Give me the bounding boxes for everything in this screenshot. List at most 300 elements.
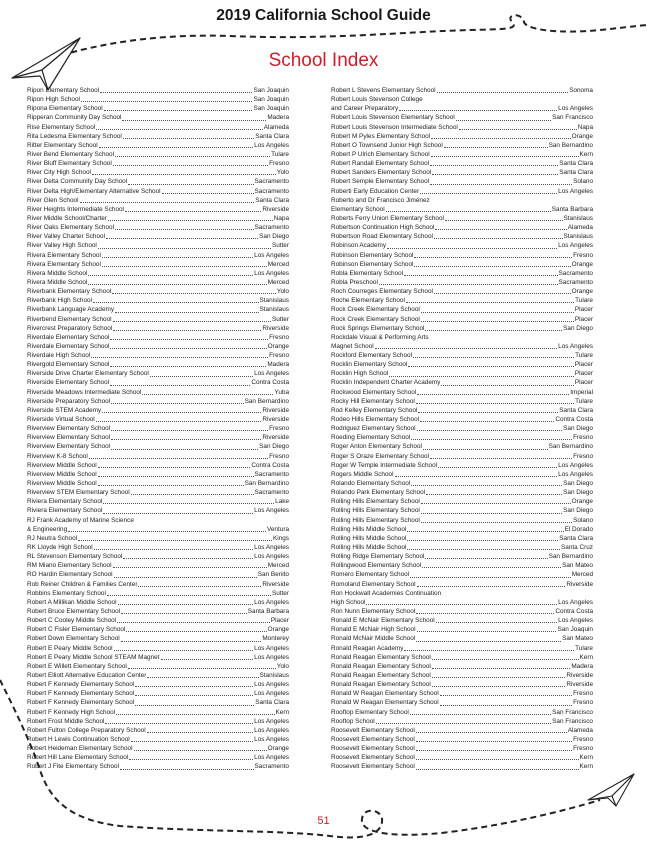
dot-leader bbox=[81, 101, 253, 102]
county-name: Los Angeles bbox=[254, 681, 289, 689]
index-entry bbox=[331, 680, 593, 689]
county-name: Los Angeles bbox=[254, 726, 289, 734]
county-name: Sonoma bbox=[569, 86, 593, 94]
dot-leader bbox=[78, 540, 272, 541]
county-name: Fresno bbox=[269, 160, 289, 168]
index-entry bbox=[27, 150, 289, 159]
school-name: RJ Frank Academy of Marine Science bbox=[27, 516, 134, 524]
index-entry bbox=[27, 324, 289, 333]
school-name: Ronald W Reagan Elementary School bbox=[331, 699, 439, 707]
dot-leader bbox=[430, 458, 572, 459]
index-entry bbox=[27, 168, 289, 177]
county-name: Fresno bbox=[573, 434, 593, 442]
school-name: Riverdale High School bbox=[27, 352, 91, 360]
school-name: Ronald McNair Middle School bbox=[331, 635, 416, 643]
county-name: Imperial bbox=[570, 388, 593, 396]
dot-leader bbox=[407, 540, 558, 541]
index-entry bbox=[331, 342, 593, 351]
dot-leader bbox=[103, 513, 253, 514]
dot-leader bbox=[434, 293, 571, 294]
dot-leader bbox=[426, 494, 562, 495]
county-name: San Diego bbox=[563, 489, 593, 497]
index-entry bbox=[331, 762, 593, 771]
paper-plane-icon-bottom bbox=[588, 774, 634, 806]
school-name: Romero Elementary School bbox=[331, 571, 410, 579]
school-name: Roeding Elementary School bbox=[331, 434, 411, 442]
school-name: Riverview Elementary School bbox=[27, 425, 111, 433]
index-entry bbox=[27, 552, 289, 561]
county-name: Los Angeles bbox=[254, 598, 289, 606]
school-name: Robert A Millikan Middle School bbox=[27, 598, 117, 606]
dot-leader bbox=[162, 193, 254, 194]
index-entry bbox=[331, 305, 593, 314]
index-entry bbox=[27, 223, 289, 232]
dot-leader bbox=[142, 394, 273, 395]
dot-leader bbox=[407, 549, 560, 550]
county-name: San Mateo bbox=[562, 635, 593, 643]
school-name: River Glen School bbox=[27, 196, 79, 204]
index-entry bbox=[27, 260, 289, 269]
dot-leader bbox=[96, 129, 263, 130]
dot-leader bbox=[131, 494, 254, 495]
dot-leader bbox=[88, 275, 253, 276]
dot-leader bbox=[89, 458, 268, 459]
index-entry bbox=[331, 671, 593, 680]
dot-leader bbox=[102, 266, 267, 267]
index-entry bbox=[331, 232, 593, 241]
county-name: Solano bbox=[573, 178, 593, 186]
dot-leader bbox=[431, 156, 579, 157]
index-entry bbox=[27, 662, 289, 671]
index-entry bbox=[27, 461, 289, 470]
dot-leader bbox=[114, 650, 254, 651]
dot-leader bbox=[93, 302, 258, 303]
county-name: Sacramento bbox=[558, 269, 593, 277]
dot-leader bbox=[103, 503, 274, 504]
dot-leader bbox=[425, 330, 562, 331]
county-name: Los Angeles bbox=[558, 470, 593, 478]
dot-leader bbox=[379, 284, 558, 285]
dot-leader bbox=[118, 604, 254, 605]
county-name: Merced bbox=[571, 571, 593, 579]
county-name: Los Angeles bbox=[558, 598, 593, 606]
index-entry bbox=[331, 488, 593, 497]
school-name: Riverview Middle School bbox=[27, 480, 97, 488]
dot-leader bbox=[414, 266, 570, 267]
dot-leader bbox=[375, 348, 558, 349]
county-name: Riverside bbox=[262, 416, 289, 424]
dot-leader bbox=[456, 120, 552, 121]
county-name: Fresno bbox=[573, 699, 593, 707]
dot-leader bbox=[121, 613, 247, 614]
school-name: Rivera Elementary School bbox=[27, 260, 101, 268]
school-name: Rolando Elementary School bbox=[331, 480, 411, 488]
index-entry bbox=[331, 241, 593, 250]
county-name: Riverside bbox=[566, 580, 593, 588]
county-name: Fresno bbox=[573, 735, 593, 743]
school-name: Robert O Townsend Junior High School bbox=[331, 141, 443, 149]
school-name: Robert F Kennedy Elementary School bbox=[27, 699, 135, 707]
county-name: Los Angeles bbox=[558, 342, 593, 350]
dot-leader bbox=[115, 156, 270, 157]
index-entry bbox=[331, 479, 593, 488]
index-entry bbox=[27, 351, 289, 360]
school-name: Roger S Oraze Elementary School bbox=[331, 452, 430, 460]
county-name: Riverside bbox=[262, 580, 289, 588]
school-name: River Bend Elementary School bbox=[27, 150, 115, 158]
county-name: San Mateo bbox=[562, 562, 593, 570]
index-entry bbox=[27, 123, 289, 132]
school-name: Ronald Reagan Elementary School bbox=[331, 671, 431, 679]
index-entry bbox=[331, 360, 593, 369]
dot-leader bbox=[68, 531, 266, 532]
school-name: Roosevelt Elementary School bbox=[331, 763, 415, 771]
school-name: Rockwood Elementary School bbox=[331, 388, 417, 396]
school-name: Rivergold Elementary School bbox=[27, 361, 110, 369]
index-entry bbox=[27, 369, 289, 378]
index-entry bbox=[331, 589, 593, 598]
county-name: Santa Clara bbox=[255, 196, 289, 204]
school-name: Ripperan Community Day School bbox=[27, 114, 122, 122]
index-entry bbox=[27, 479, 289, 488]
county-name: Santa Clara bbox=[559, 534, 593, 542]
county-name: Yolo bbox=[276, 662, 289, 670]
index-entry bbox=[27, 708, 289, 717]
dot-leader bbox=[432, 174, 558, 175]
school-name: Rivera Elementary School bbox=[27, 251, 101, 259]
index-entry bbox=[27, 379, 289, 388]
dot-leader bbox=[105, 723, 253, 724]
index-entry bbox=[27, 342, 289, 351]
index-entry bbox=[27, 680, 289, 689]
index-entry bbox=[27, 488, 289, 497]
dot-leader bbox=[408, 366, 574, 367]
school-name: Robert Fulton College Preparatory School bbox=[27, 726, 146, 734]
index-entry bbox=[27, 360, 289, 369]
dot-leader bbox=[110, 385, 250, 386]
county-name: Yolo bbox=[276, 288, 289, 296]
county-name: Riverside bbox=[566, 671, 593, 679]
dot-leader bbox=[417, 631, 557, 632]
dot-leader bbox=[161, 659, 254, 660]
school-name: Robinson Elementary School bbox=[331, 251, 414, 259]
county-name: San Joaquin bbox=[253, 96, 289, 104]
index-entry bbox=[27, 269, 289, 278]
school-name: Riverside Drive Charter Elementary School bbox=[27, 370, 149, 378]
index-entry bbox=[331, 525, 593, 534]
index-entry bbox=[27, 159, 289, 168]
index-entry bbox=[331, 150, 593, 159]
school-name: Rockford Elementary School bbox=[331, 352, 412, 360]
index-entry bbox=[27, 452, 289, 461]
county-name: Madera bbox=[267, 361, 289, 369]
dot-leader bbox=[438, 467, 557, 468]
school-name: Riverside Elementary School bbox=[27, 379, 110, 387]
county-name: San Francisco bbox=[552, 708, 593, 716]
county-name: Orange bbox=[571, 260, 593, 268]
county-name: Kern bbox=[579, 653, 593, 661]
county-name: San Benito bbox=[257, 571, 289, 579]
index-entry bbox=[27, 534, 289, 543]
index-entry bbox=[331, 223, 593, 232]
school-name: Robert M Pyles Elementary School bbox=[331, 132, 431, 140]
dot-leader bbox=[120, 769, 254, 770]
index-entry bbox=[27, 388, 289, 397]
school-name: Rita Ledesma Elementary School bbox=[27, 132, 122, 140]
dot-leader bbox=[108, 220, 273, 221]
dot-leader bbox=[88, 284, 266, 285]
county-name: Los Angeles bbox=[254, 735, 289, 743]
school-name: Roosevelt Elementary School bbox=[331, 754, 415, 762]
school-name: Riverview Middle School bbox=[27, 470, 97, 478]
index-entry bbox=[331, 205, 593, 214]
county-name: Ventura bbox=[266, 525, 289, 533]
school-name: River Heights Intermediate School bbox=[27, 205, 124, 213]
dot-leader bbox=[399, 110, 557, 111]
county-name: Orange bbox=[571, 498, 593, 506]
county-name: Fresno bbox=[269, 452, 289, 460]
school-name: River Valley Charter School bbox=[27, 233, 106, 241]
county-name: San Bernardino bbox=[244, 480, 289, 488]
dot-leader bbox=[417, 430, 563, 431]
county-name: Tulare bbox=[575, 397, 593, 405]
county-name: San Bernardino bbox=[548, 141, 593, 149]
county-name: Contra Costa bbox=[555, 608, 593, 615]
school-name: Robert H Lewis Continuation School bbox=[27, 735, 130, 743]
index-entry bbox=[331, 406, 593, 415]
school-name: Riverbank High School bbox=[27, 297, 93, 305]
dot-leader bbox=[434, 238, 563, 239]
county-name: Napa bbox=[273, 214, 289, 222]
dot-leader bbox=[430, 165, 558, 166]
index-entry bbox=[27, 689, 289, 698]
county-name: Los Angeles bbox=[254, 370, 289, 378]
page-number: 51 bbox=[317, 815, 330, 827]
school-name: Robert E Willett Elementary School bbox=[27, 662, 127, 670]
dot-leader bbox=[387, 248, 557, 249]
school-name: Ronald Reagan Elementary School bbox=[331, 662, 431, 670]
school-name: Riverview Elementary School bbox=[27, 443, 111, 451]
index-entry bbox=[331, 159, 593, 168]
dot-leader bbox=[110, 339, 268, 340]
county-name: Merced bbox=[267, 562, 289, 570]
county-name: Merced bbox=[267, 278, 289, 286]
school-name: Rockdale Visual & Performing Arts bbox=[331, 333, 429, 341]
county-name: San Diego bbox=[563, 507, 593, 515]
school-name: Rocklin Elementary School bbox=[331, 361, 408, 369]
school-name: Roosevelt Elementary School bbox=[331, 745, 415, 753]
dot-leader bbox=[411, 439, 572, 440]
school-name: Robert E Peary Middle School bbox=[27, 644, 113, 652]
index-entry bbox=[331, 570, 593, 579]
county-name: Sacramento bbox=[254, 763, 289, 771]
county-name: Alameda bbox=[567, 224, 593, 232]
school-name: Riverview Elementary School bbox=[27, 434, 111, 442]
dot-leader bbox=[115, 229, 254, 230]
index-entry bbox=[331, 168, 593, 177]
index-entry bbox=[27, 287, 289, 296]
dot-leader bbox=[421, 312, 574, 313]
school-name: Riverbank Elementary School bbox=[27, 288, 112, 296]
dot-leader bbox=[432, 668, 571, 669]
index-column-left bbox=[27, 86, 289, 772]
index-entry bbox=[331, 717, 593, 726]
school-name: Robinson Academy bbox=[331, 242, 387, 250]
county-name: San Francisco bbox=[552, 114, 593, 122]
county-name: Kern bbox=[579, 754, 593, 762]
index-entry bbox=[331, 95, 593, 104]
county-name: Tulare bbox=[575, 352, 593, 360]
school-name: Robla Elementary School bbox=[331, 269, 404, 277]
dot-leader bbox=[92, 174, 276, 175]
index-entry bbox=[27, 442, 289, 451]
county-name: Fresno bbox=[573, 251, 593, 259]
county-name: Los Angeles bbox=[254, 553, 289, 561]
dot-leader bbox=[404, 275, 557, 276]
county-name: Los Angeles bbox=[254, 251, 289, 259]
dot-leader bbox=[425, 558, 547, 559]
index-entry bbox=[331, 141, 593, 150]
dot-leader bbox=[121, 641, 262, 642]
dot-leader bbox=[115, 312, 258, 313]
school-name: Rolando Park Elementary School bbox=[331, 489, 426, 497]
county-name: Los Angeles bbox=[254, 717, 289, 725]
dot-leader bbox=[147, 677, 258, 678]
county-name: Sacramento bbox=[254, 470, 289, 478]
dot-leader bbox=[420, 193, 557, 194]
county-name: Santa Clara bbox=[255, 132, 289, 140]
dot-leader bbox=[410, 577, 571, 578]
index-entry bbox=[331, 269, 593, 278]
index-entry bbox=[331, 497, 593, 506]
county-name: Santa Clara bbox=[559, 160, 593, 168]
school-name: Riverside Preparatory School bbox=[27, 397, 111, 405]
index-entry bbox=[331, 333, 593, 342]
county-name: Sacramento bbox=[558, 278, 593, 286]
school-name: Rivercrest Preparatory School bbox=[27, 324, 113, 332]
county-name: Stanislaus bbox=[259, 306, 289, 314]
school-name: Robert F Kennedy Elementary School bbox=[27, 681, 135, 689]
dot-leader bbox=[111, 403, 243, 404]
dot-leader bbox=[96, 421, 262, 422]
school-name: Roger W Temple Intermediate School bbox=[331, 461, 438, 469]
dot-leader bbox=[122, 120, 266, 121]
index-entry bbox=[27, 424, 289, 433]
county-name: San Diego bbox=[563, 425, 593, 433]
county-name: Fresno bbox=[269, 352, 289, 360]
index-entry bbox=[27, 241, 289, 250]
dot-leader bbox=[102, 257, 253, 258]
index-entry bbox=[331, 461, 593, 470]
school-name: Rock Creek Elementary School bbox=[331, 315, 420, 323]
index-entry bbox=[331, 177, 593, 186]
index-entry bbox=[27, 634, 289, 643]
county-name: Contra Costa bbox=[251, 379, 289, 387]
dot-leader bbox=[406, 302, 574, 303]
county-name: Stanislaus bbox=[259, 671, 289, 679]
school-name: Robert Elliott Alternative Education Center bbox=[27, 671, 147, 679]
school-name: Roberti Early Education Center bbox=[331, 187, 420, 195]
county-name: Yolo bbox=[276, 169, 289, 177]
county-name: San Diego bbox=[563, 480, 593, 488]
index-entry bbox=[27, 607, 289, 616]
school-name: Roch Courreges Elementary School bbox=[331, 288, 433, 296]
dot-leader bbox=[110, 348, 266, 349]
dot-leader bbox=[421, 503, 571, 504]
county-name: Orange bbox=[267, 745, 289, 753]
index-entry bbox=[27, 516, 289, 525]
school-name: Robert F Kennedy Elementary School bbox=[27, 690, 135, 698]
dot-leader bbox=[366, 604, 557, 605]
dot-leader bbox=[99, 147, 253, 148]
county-name: Santa Cruz bbox=[561, 544, 593, 552]
county-name: Fresno bbox=[573, 452, 593, 460]
index-entry bbox=[331, 744, 593, 753]
county-name: Los Angeles bbox=[558, 187, 593, 195]
school-name: Elementary School bbox=[331, 205, 385, 213]
county-name: Placer bbox=[574, 306, 593, 314]
school-name: Riverdale Elementary School bbox=[27, 342, 110, 350]
school-name: Rolling Hills Middle School bbox=[331, 544, 407, 552]
index-entry bbox=[27, 543, 289, 552]
school-name: Riverside Virtual School bbox=[27, 416, 95, 424]
dot-leader bbox=[106, 238, 258, 239]
school-name: RM Miano Elementary School bbox=[27, 562, 112, 570]
dot-leader bbox=[416, 403, 574, 404]
county-name: Sacramento bbox=[254, 224, 289, 232]
school-name: Robert Louis Stevenson Elementary School bbox=[331, 114, 455, 122]
index-entry bbox=[27, 296, 289, 305]
school-name: Ron Nunn Elementary School bbox=[331, 608, 416, 615]
dot-leader bbox=[128, 184, 253, 185]
county-name: Stanislaus bbox=[259, 297, 289, 305]
dot-leader bbox=[98, 467, 251, 468]
school-name: Rooftop School bbox=[331, 717, 375, 725]
school-name: Roberto and Dr Francisco Jiménez bbox=[331, 196, 430, 204]
dot-leader bbox=[444, 147, 548, 148]
school-name: Ronald E McNair Elementary School bbox=[331, 617, 435, 625]
school-name: Robert Hill Lane Elementary School bbox=[27, 754, 129, 762]
dot-leader bbox=[376, 723, 551, 724]
county-name: Madera bbox=[571, 662, 593, 670]
dot-leader bbox=[98, 485, 244, 486]
index-entry bbox=[27, 196, 289, 205]
dot-leader bbox=[417, 586, 566, 587]
index-entry bbox=[331, 369, 593, 378]
dot-leader bbox=[112, 293, 276, 294]
county-name: Santa Barbara bbox=[551, 205, 593, 213]
county-name: Los Angeles bbox=[254, 690, 289, 698]
dot-leader bbox=[129, 759, 253, 760]
county-name: Riverside bbox=[262, 406, 289, 414]
school-name: Rogers Middle School bbox=[331, 470, 394, 478]
school-name: RO Hardin Elementary School bbox=[27, 571, 113, 579]
school-name: Riverside Meadows Intermediate School bbox=[27, 388, 142, 396]
index-entry bbox=[331, 296, 593, 305]
school-name: Rodriguez Elementary School bbox=[331, 425, 416, 433]
school-name: Rocky Hill Elementary School bbox=[331, 397, 415, 405]
index-entry bbox=[331, 698, 593, 707]
index-entry bbox=[27, 305, 289, 314]
index-entry bbox=[331, 123, 593, 132]
school-name: Ron Hockwalt Academies Continuation bbox=[331, 589, 442, 597]
school-name: Riverview K-8 School bbox=[27, 452, 88, 460]
school-name: Rolling Ridge Elementary School bbox=[331, 553, 425, 561]
index-entry bbox=[331, 616, 593, 625]
dot-leader bbox=[386, 211, 551, 212]
county-name: Los Angeles bbox=[254, 754, 289, 762]
dot-leader bbox=[135, 705, 254, 706]
